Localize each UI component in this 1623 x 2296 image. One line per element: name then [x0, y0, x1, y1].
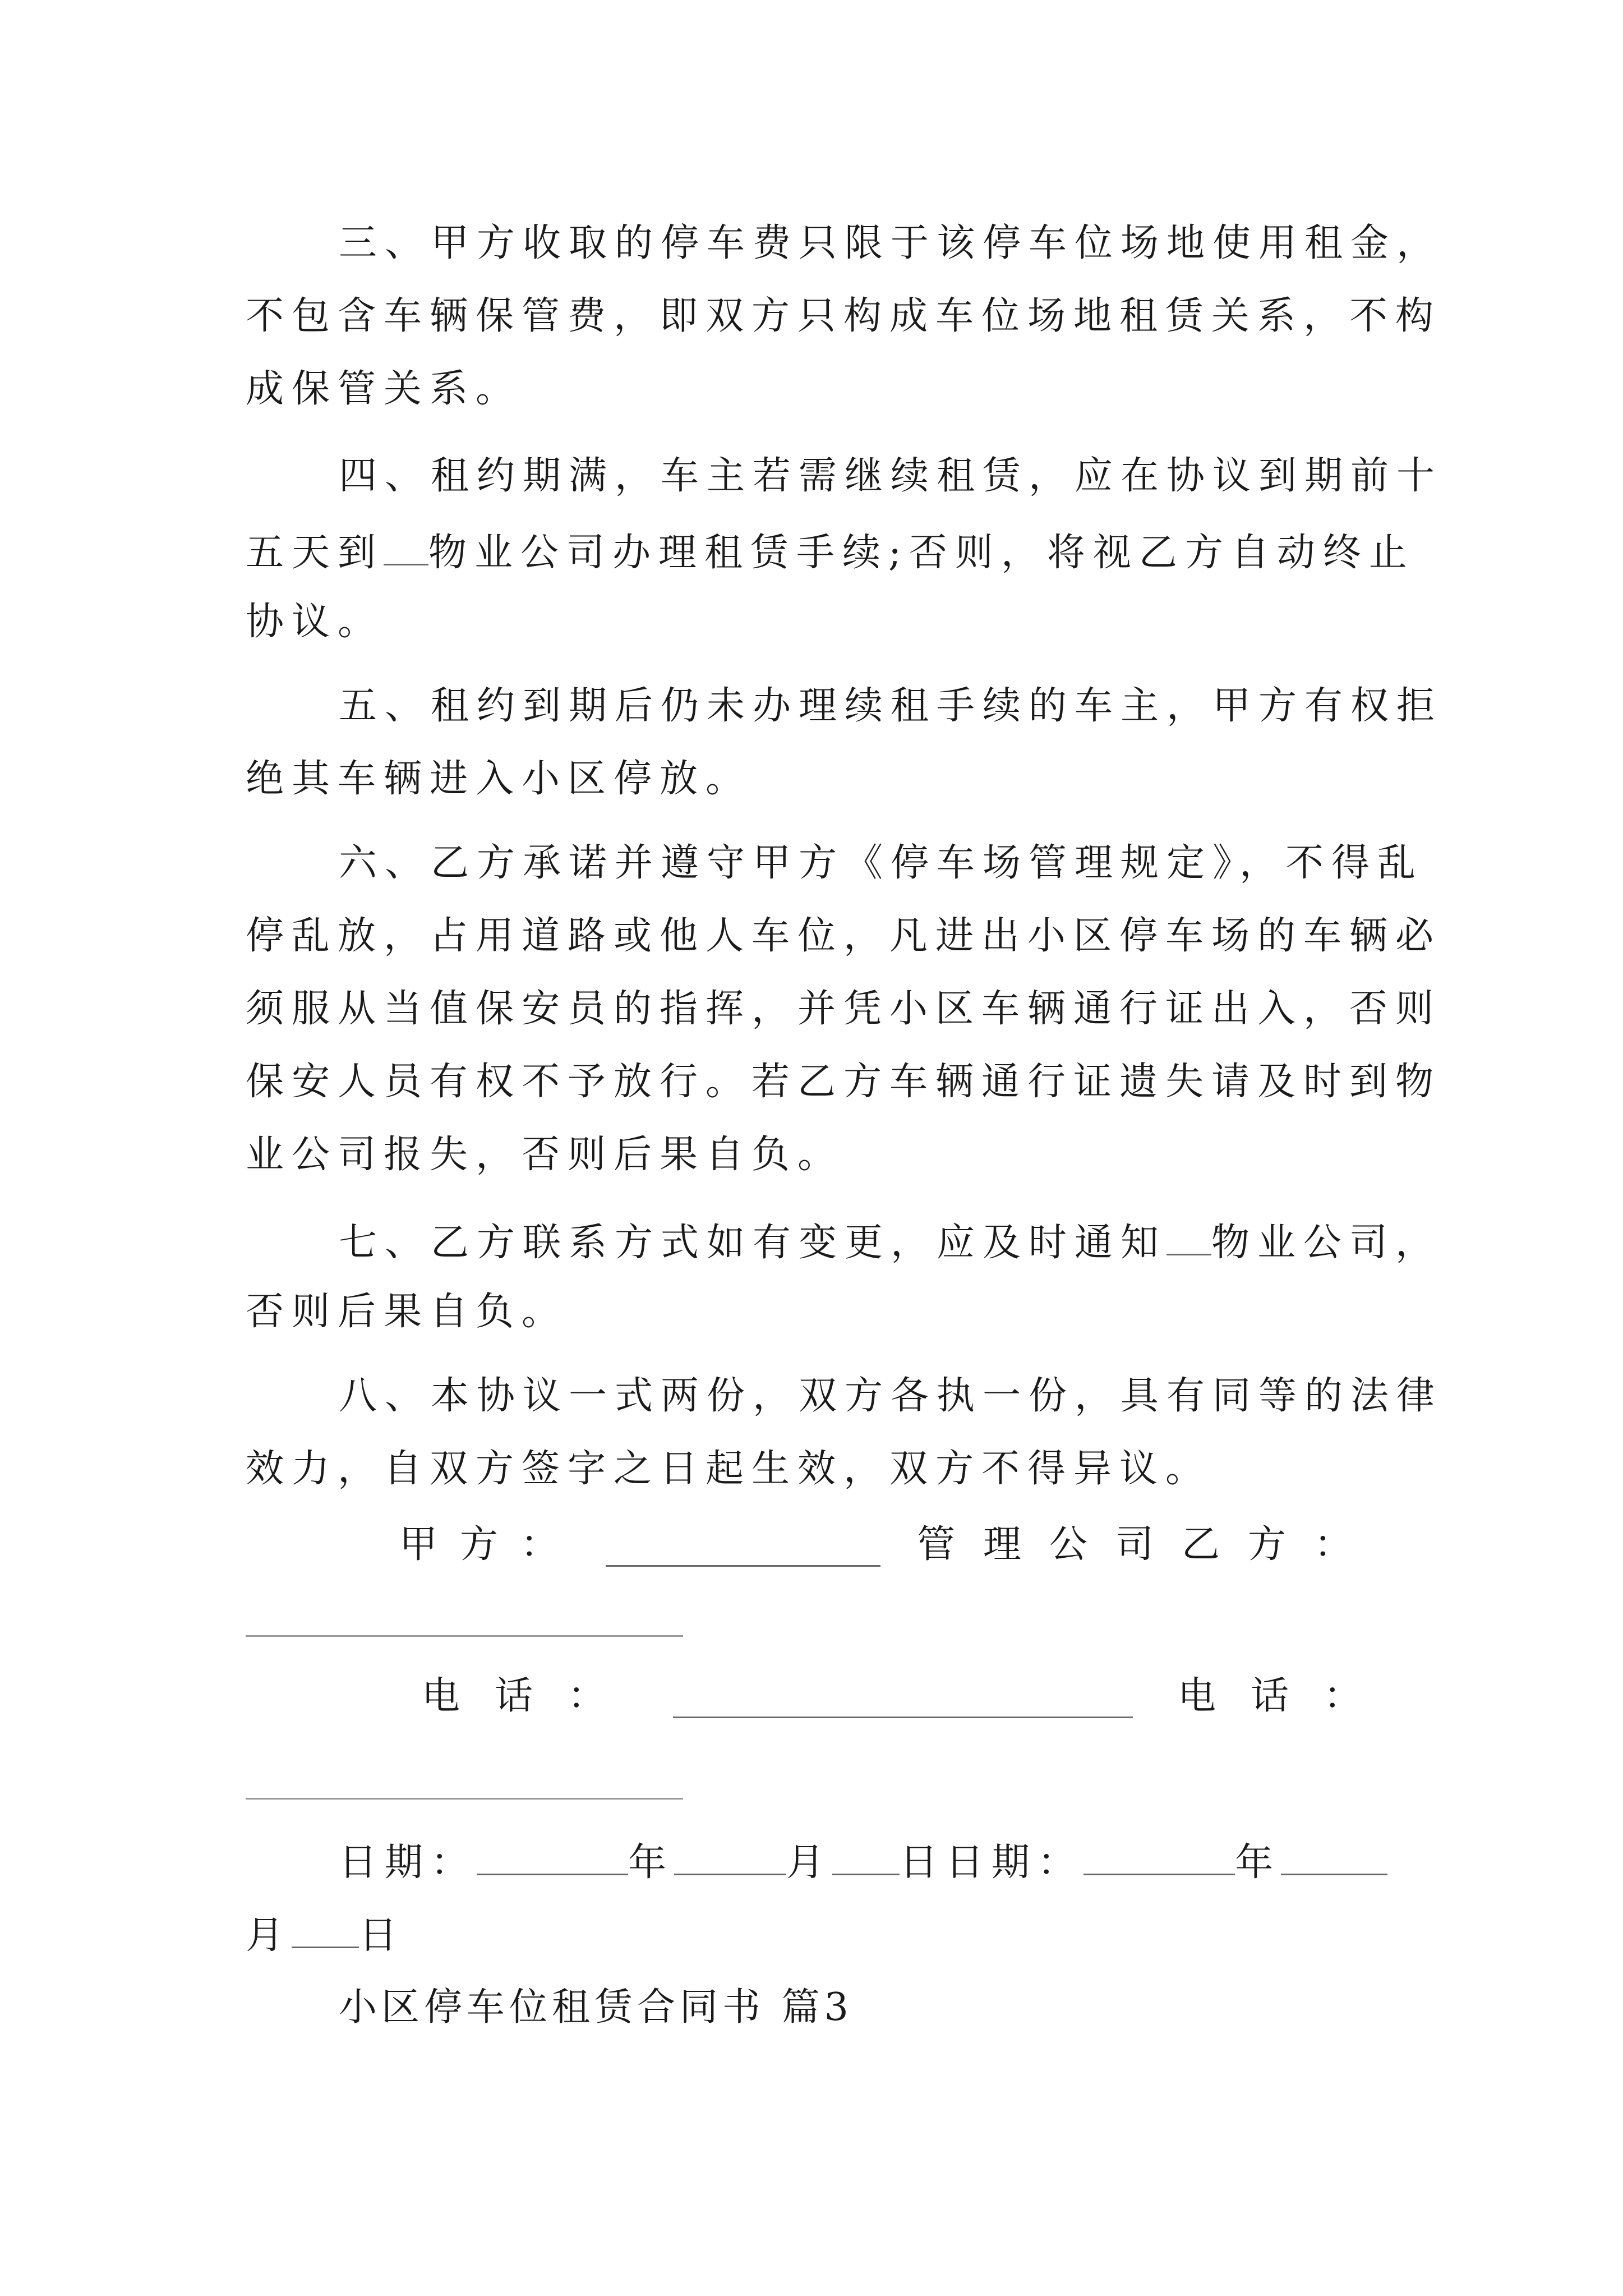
clause-5-line-1: 五、租约到期后仍未办理续租手续的车主，甲方有权拒 [339, 684, 1443, 728]
clause-7-line-1 [339, 1220, 1442, 1265]
phone-a-label: 电话： [422, 1674, 641, 1718]
clause-5-line-2: 绝其车辆进入小区停放。 [246, 757, 752, 801]
party-a-blank [606, 1531, 880, 1567]
clause-8-line-1: 八、本协议一式两份，双方各执一份，具有同等的法律 [339, 1374, 1443, 1418]
phone-b-label: 电话： [1178, 1674, 1397, 1718]
clause-7-line-2: 否则后果自负。 [246, 1290, 568, 1334]
date-b-day-blank [292, 1913, 359, 1948]
date-a-month-blank [674, 1840, 786, 1875]
contract-body [246, 0, 1443, 2296]
date-b-day: 日 [359, 1913, 405, 1958]
date-line-2 [246, 1913, 405, 1958]
date-b-month-blank [1281, 1840, 1387, 1875]
clause-6-line-3: 须服从当值保安员的指挥，并凭小区车辆通行证出入，否则 [246, 987, 1442, 1031]
date-b-label: 日日期： [900, 1841, 1084, 1885]
management-party-b-label: 管理公司乙方： [917, 1522, 1381, 1567]
clause-8-line-2: 效力，自双方签字之日起生效，双方不得异议。 [246, 1447, 1212, 1491]
date-b-month: 月 [246, 1913, 292, 1958]
date-a-day-blank [832, 1840, 900, 1875]
date-a-year: 年 [628, 1841, 675, 1885]
clause-3-line-1: 三、甲方收取的停车费只限于该停车位场地使用租金， [339, 221, 1443, 265]
clause-7-text-b: 物业公司， [1211, 1221, 1442, 1265]
clause-6-line-2: 停乱放，占用道路或他人车位，凡进出小区停车场的车辆必 [246, 914, 1442, 958]
blank-company-name [384, 530, 428, 565]
date-a-year-blank [477, 1840, 628, 1875]
party-a-label: 甲方： [399, 1522, 582, 1567]
next-section-title: 小区停车位租赁合同书 篇3 [339, 1985, 853, 2030]
clause-3-line-2: 不包含车辆保管费，即双方只构成车位场地租赁关系，不构 [246, 294, 1442, 338]
clause-4-line-1: 四、租约期满，车主若需继续租赁，应在协议到期前十 [339, 454, 1443, 498]
phone-b-blank [246, 1798, 683, 1800]
clause-6-line-1: 六、乙方承诺并遵守甲方《停车场管理规定》，不得乱 [339, 841, 1424, 885]
clause-4-text-b: 物业公司办理租赁手续;否则，将视乙方自动终止 [428, 531, 1415, 575]
date-a-label: 日期： [339, 1841, 477, 1885]
clause-4-text-a: 五天到 [246, 531, 384, 575]
date-b-year-blank [1083, 1840, 1235, 1875]
clause-6-line-4: 保安人员有权不予放行。若乙方车辆通行证遗失请及时到物 [246, 1060, 1442, 1104]
clause-4-line-3: 协议。 [246, 600, 384, 644]
blank-company-name-2 [1166, 1220, 1211, 1255]
clause-4-line-2 [246, 530, 1415, 575]
clause-6-line-5: 业公司报失，否则后果自负。 [246, 1133, 844, 1177]
date-b-year: 年 [1235, 1841, 1281, 1885]
clause-7-text-a: 七、乙方联系方式如有变更，应及时通知 [339, 1221, 1167, 1265]
party-b-blank [246, 1635, 683, 1637]
date-line-1 [339, 1840, 1387, 1885]
date-a-month: 月 [786, 1841, 833, 1885]
clause-3-line-3: 成保管关系。 [246, 367, 522, 411]
phone-a-blank [673, 1683, 1133, 1718]
